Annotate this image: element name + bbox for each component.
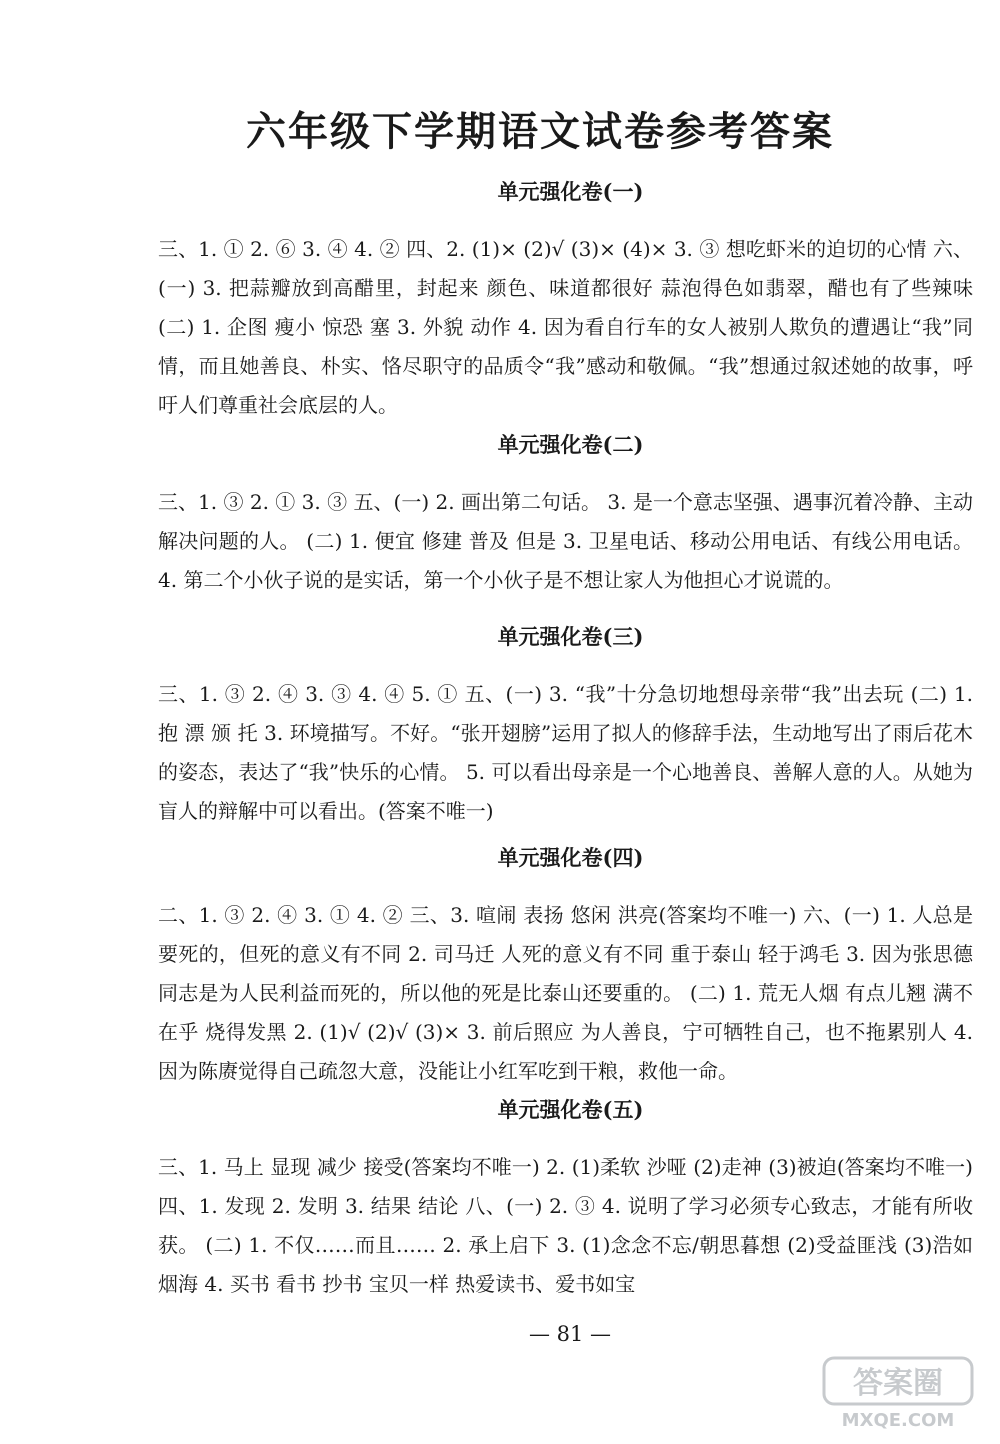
page-number: — 81 —	[528, 1322, 612, 1346]
answer-section	[158, 842, 973, 1091]
section-body: 三、1. ③ 2. ④ 3. ③ 4. ④ 5. ① 五、(一) 3. “我”十分急切地想母亲带“我”出去玩 (二) 1. 抱 漂 颁 托 3. 环境描写。不好。“张开翅膀”运用了拟人的修辞手法，生动地写出了雨后花木的姿态，表达了“我”快乐的心情。 5. 可以看出母亲是一个心地善良、善解人意的人。从她为盲人的辩解中可以看出。(答案不唯一)	[158, 682, 973, 823]
answer-section	[158, 1094, 973, 1304]
watermark-logo	[818, 1352, 978, 1432]
answer-section	[158, 176, 973, 425]
section-heading: 单元强化卷(五)	[497, 1097, 644, 1122]
section-heading: 单元强化卷(一)	[497, 179, 644, 204]
section-heading: 单元强化卷(三)	[497, 624, 644, 649]
section-heading: 单元强化卷(二)	[497, 432, 644, 457]
answer-section	[158, 429, 973, 600]
section-body: 二、1. ③ 2. ④ 3. ① 4. ② 三、3. 喧闹 表扬 悠闲 洪亮(答案均不唯一) 六、(一) 1. 人总是要死的，但死的意义有不同 2. 司马迁 人死的意义有不同 重于泰山 轻于鸿毛 3. 因为张思德同志是为人民利益而死的，所以他的死是比泰山还要重的。 (二) 1. 荒无人烟 有点儿翘 满不在乎 烧得发黑 2. (1)√ (2)√ (3)× 3. 前后照应 为人善良，宁可牺牲自己，也不拖累别人 4. 因为陈赓觉得自己疏忽大意，没能让小红军吃到干粮，救他一命。	[158, 903, 973, 1083]
section-body: 三、1. 马上 显现 减少 接受(答案均不唯一) 2. (1)柔软 沙哑 (2)走神 (3)被迫(答案均不唯一) 四、1. 发现 2. 发明 3. 结果 结论 八、(一) 2. ③ 4. 说明了学习必须专心致志，才能有所收获。 (二) 1. 不仅……而且…… 2. 承上启下 3. (1)念念不忘/朝思暮想 (2)受益匪浅 (3)浩如烟海 4. 买书 看书 抄书 宝贝一样 热爱读书、爱书如宝	[158, 1155, 973, 1296]
section-body: 三、1. ① 2. ⑥ 3. ④ 4. ② 四、2. (1)× (2)√ (3)× (4)× 3. ③ 想吃虾米的迫切的心情 六、(一) 3. 把蒜瓣放到高醋里，封起来 颜色、味道都很好 蒜泡得色如翡翠，醋也有了些辣味 (二) 1. 企图 瘦小 惊恐 塞 3. 外貌 动作 4. 因为看自行车的女人被别人欺负的遭遇让“我”同情，而且她善良、朴实、恪尽职守的品质令“我”感动和敬佩。“我”想通过叙述她的故事，呼吁人们尊重社会底层的人。	[158, 237, 973, 417]
svg-text:答案圈: 答案圈	[853, 1366, 943, 1401]
section-heading: 单元强化卷(四)	[497, 845, 644, 870]
svg-text:MXQE.COM: MXQE.COM	[841, 1410, 955, 1431]
page-title: 六年级下学期语文试卷参考答案	[246, 108, 834, 155]
answer-section	[158, 621, 973, 831]
section-body: 三、1. ③ 2. ① 3. ③ 五、(一) 2. 画出第二句话。 3. 是一个意志坚强、遇事沉着冷静、主动解决问题的人。 (二) 1. 便宜 修建 普及 但是 3. 卫星电话、移动公用电话、有线公用电话。 4. 第二个小伙子说的是实话，第一个小伙子是不想让家人为他担心才说谎的。	[158, 490, 973, 592]
